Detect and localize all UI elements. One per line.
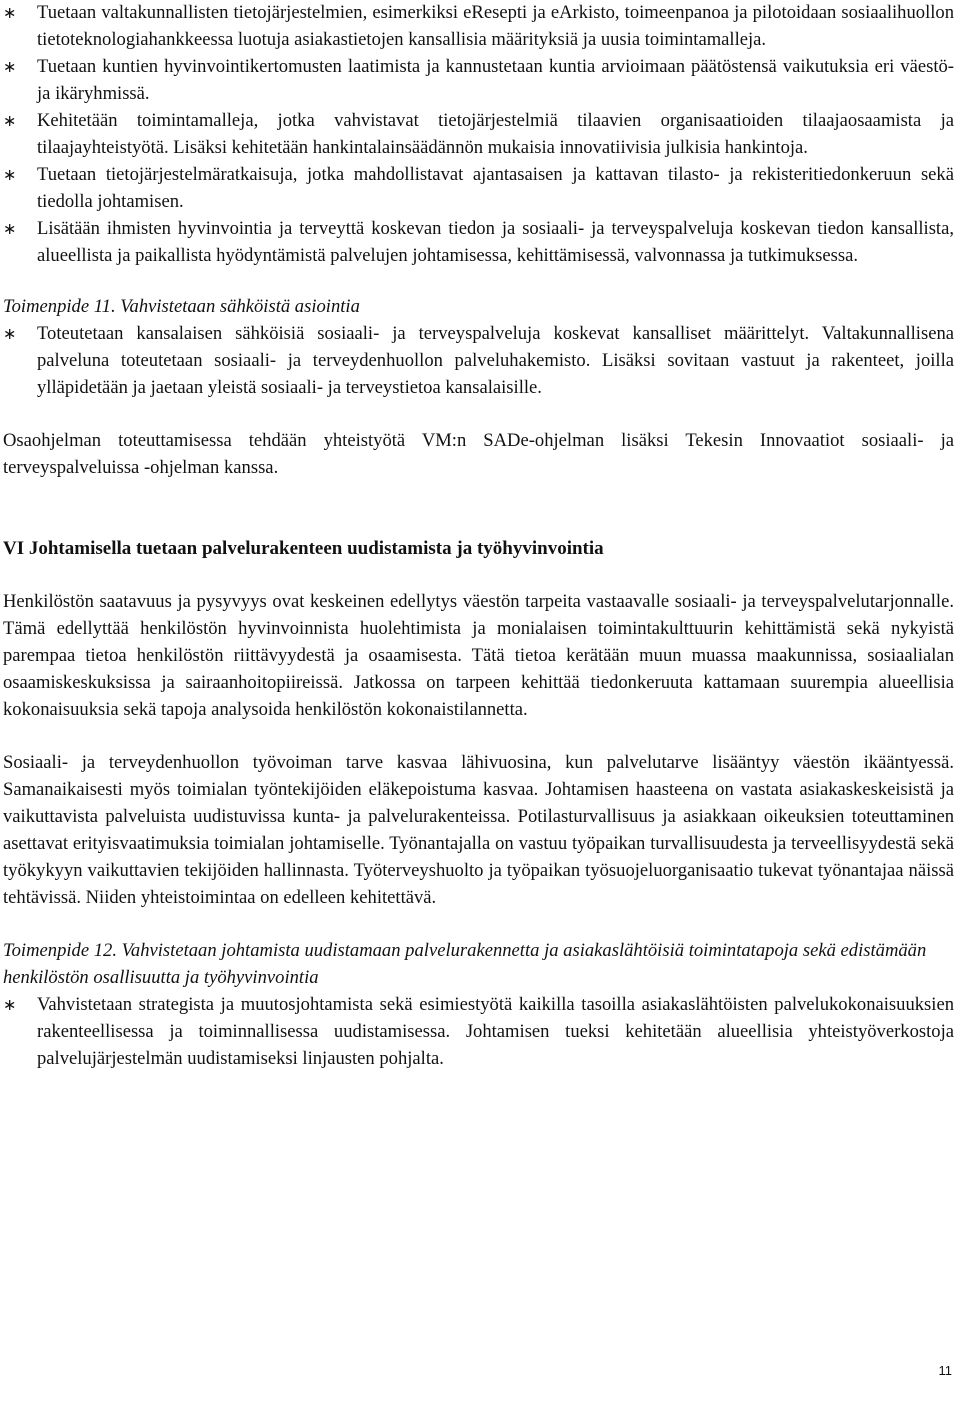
bullet-asterisk-icon: ∗ xyxy=(3,57,17,76)
measure-12-bullet-list xyxy=(3,991,954,1072)
list-item-text: Tuetaan valtakunnallisten tietojärjestelmien, esimerkiksi eResepti ja eArkisto, toimeenpanoa ja pilotoidaan sosiaalihuollon tietoteknologiahankkeessa luotuja asiakastietojen kansallisia määrityksiä ja uusia toimintamalleja. xyxy=(37,2,954,50)
list-item xyxy=(3,320,954,401)
list-item xyxy=(3,107,954,161)
list-item xyxy=(3,991,954,1072)
section-vi-paragraph: Sosiaali- ja terveydenhuollon työvoiman tarve kasvaa lähivuosina, kun palvelutarve lisääntyy väestön ikääntyessä. Samanaikaisesti myös toimialan työntekijöiden eläkepoistuma kasvaa. Johtamisen haasteena on vastata asiakaskeskeisistä ja vaikuttavista palveluista uudistuvissa kunta- ja palvelurakenteissa. Potilasturvallisuus ja asiakkaan oikeuksien toteuttaminen asettavat erityisvaatimuksia toimialan johtamiselle. Työnantajalla on vastuu työpaikan turvallisuudesta ja terveellisyydestä sekä työkykyyn vaikuttavien tekijöiden hallinnasta. Työterveyshuolto ja työpaikan työsuojeluorganisaatio tukevat työnantajaa näissä tehtävissä. Niiden yhteistoimintaa on edelleen kehitettävä. xyxy=(3,752,954,908)
spacer xyxy=(3,911,954,937)
measure-12-title: Toimenpide 12. Vahvistetaan johtamista uudistamaan palvelurakennetta ja asiakaslähtöisiä toimintatapoja sekä edistämään henkilöstön osallisuutta ja työhyvinvointia xyxy=(3,940,927,988)
list-item xyxy=(3,161,954,215)
spacer xyxy=(3,269,954,293)
spacer xyxy=(3,723,954,749)
list-item xyxy=(3,53,954,107)
spacer xyxy=(3,401,954,427)
list-item-text: Kehitetään toimintamalleja, jotka vahvistavat tietojärjestelmiä tilaavien organisaatioiden tilaajaosaamista ja tilaajayhteistyötä. Lisäksi kehitetään hankintalainsäädännön mukaisia innovatiivisia julkisia hankintoja. xyxy=(37,110,954,158)
bullet-asterisk-icon: ∗ xyxy=(3,165,17,184)
measure-11-title: Toimenpide 11. Vahvistetaan sähköistä asiointia xyxy=(3,296,360,317)
section-vi-heading: VI Johtamisella tuetaan palvelurakenteen uudistamista ja työhyvinvointia xyxy=(3,538,604,559)
list-item xyxy=(3,0,954,53)
intro-bullet-list xyxy=(3,0,954,269)
list-item-text: Tuetaan kuntien hyvinvointikertomusten laatimista ja kannustetaan kuntia arvioimaan päätöstensä vaikutuksia eri väestö- ja ikäryhmissä. xyxy=(37,56,954,104)
bullet-asterisk-icon: ∗ xyxy=(3,3,17,22)
page-number: 11 xyxy=(938,1363,952,1378)
cooperation-paragraph: Osaohjelman toteuttamisessa tehdään yhteistyötä VM:n SADe-ohjelman lisäksi Tekesin Innovaatiot sosiaali- ja terveyspalveluissa -ohjelman kanssa. xyxy=(3,430,954,478)
bullet-asterisk-icon: ∗ xyxy=(3,995,17,1014)
list-item-text: Vahvistetaan strategista ja muutosjohtamista sekä esimiestyötä kaikilla tasoilla asiakaslähtöisten palvelukokonaisuuksien rakenteellisessa ja toiminnallisessa uudistamisessa. Johtamisen tueksi kehitetään alueellisia yhteistyöverkostoja palvelujärjestelmän uudistamiseksi linjausten pohjalta. xyxy=(37,994,954,1069)
bullet-asterisk-icon: ∗ xyxy=(3,219,17,238)
document-content xyxy=(3,0,954,1072)
bullet-asterisk-icon: ∗ xyxy=(3,111,17,130)
bullet-asterisk-icon: ∗ xyxy=(3,324,17,343)
list-item xyxy=(3,215,954,269)
spacer xyxy=(3,481,954,535)
list-item-text: Lisätään ihmisten hyvinvointia ja terveyttä koskevan tiedon ja sosiaali- ja terveyspalveluja koskevan tiedon kansallista, alueellista ja paikallista hyödyntämistä palvelujen johtamisessa, kehittämisessä, valvonnassa ja tutkimuksessa. xyxy=(37,218,954,266)
spacer xyxy=(3,562,954,588)
list-item-text: Tuetaan tietojärjestelmäratkaisuja, jotka mahdollistavat ajantasaisen ja kattavan tilasto- ja rekisteritiedonkeruun sekä tiedolla johtamisen. xyxy=(37,164,954,212)
list-item-text: Toteutetaan kansalaisen sähköisiä sosiaali- ja terveyspalveluja koskevat kansalliset määrittelyt. Valtakunnallisena palveluna toteutetaan sosiaali- ja terveydenhuollon palveluhakemisto. Lisäksi sovitaan vastuut ja rakenteet, joilla ylläpidetään ja jaetaan yleistä sosiaali- ja terveystietoa kansalaisille. xyxy=(37,323,954,398)
section-vi-paragraph: Henkilöstön saatavuus ja pysyvyys ovat keskeinen edellytys väestön tarpeita vastaavalle sosiaali- ja terveyspalvelutarjonnalle. Tämä edellyttää henkilöstön hyvinvoinnista huolehtimista ja monialaisen toimintakulttuurin kehittämistä sekä nykyistä parempaa tietoa henkilöstön riittävyydestä ja osaamisesta. Tätä tietoa kerätään muun muassa maakunnissa, sosiaalialan osaamiskeskuksissa ja sairaanhoitopiireissä. Jatkossa on tarpeen kehittää tiedonkeruuta kattamaan suurempia alueellisia kokonaisuuksia sekä tapoja analysoida henkilöstön kokonaistilannetta. xyxy=(3,591,954,720)
measure-11-bullet-list xyxy=(3,320,954,401)
